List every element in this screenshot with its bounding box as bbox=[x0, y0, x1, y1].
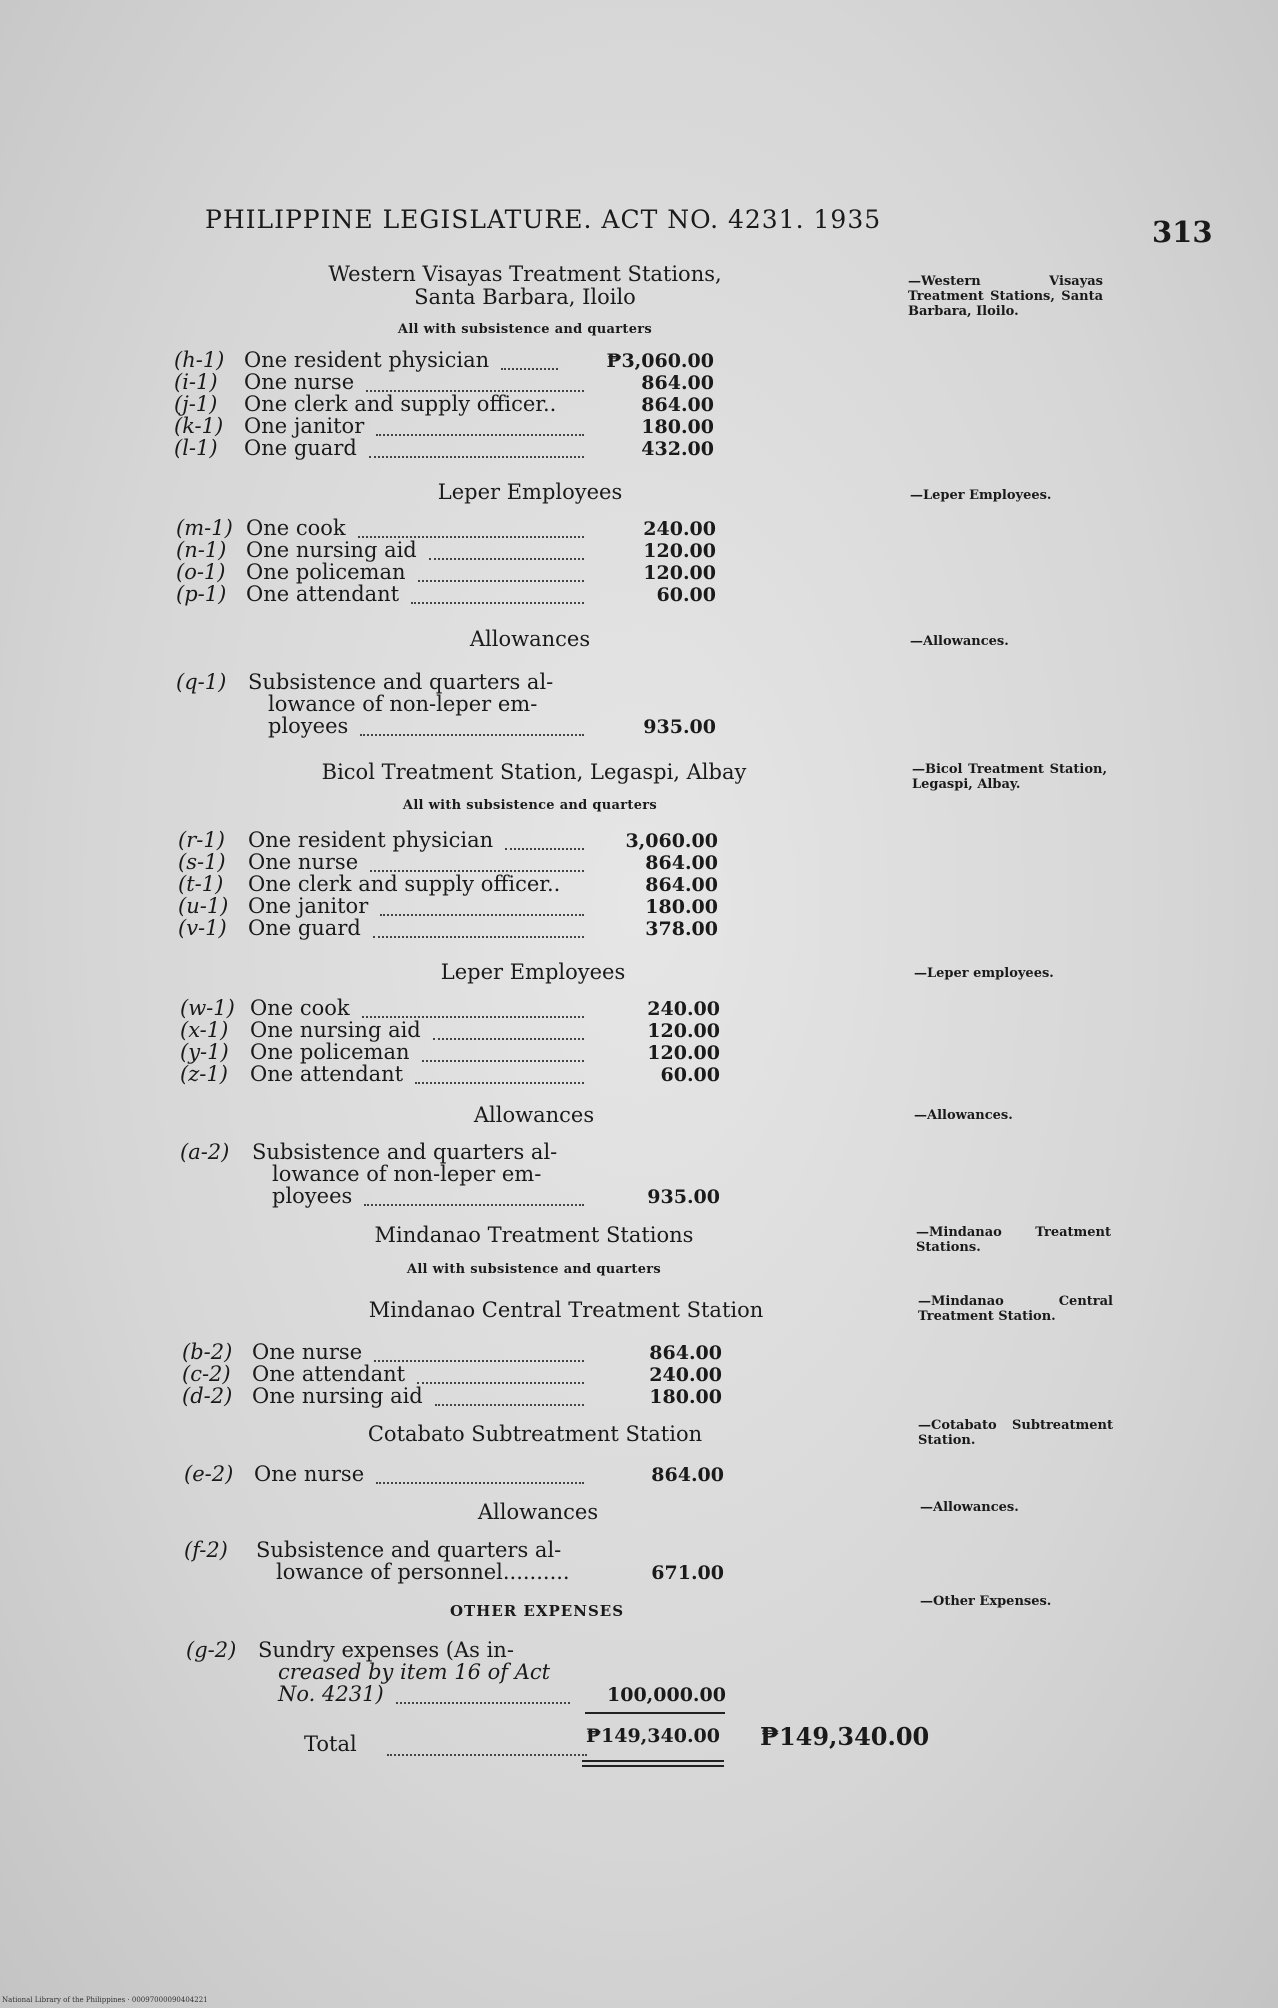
item-code: (n-1) bbox=[176, 538, 227, 562]
margin-note: —Leper Employees. bbox=[910, 488, 1052, 503]
item-code: (b-2) bbox=[182, 1340, 233, 1364]
item-code: (d-2) bbox=[182, 1384, 233, 1408]
item-amount: 935.00 bbox=[643, 716, 716, 738]
item-amount: 864.00 bbox=[641, 372, 714, 394]
item-amount: 60.00 bbox=[660, 1064, 720, 1086]
item-code: (a-2) bbox=[180, 1140, 230, 1164]
item-description: One cook bbox=[250, 996, 350, 1020]
item-description: One guard bbox=[244, 436, 357, 460]
item-code: (y-1) bbox=[180, 1040, 229, 1064]
item-description: One policeman bbox=[250, 1040, 410, 1064]
item-description: One nursing aid bbox=[250, 1018, 421, 1042]
margin-note: —Leper employees. bbox=[914, 966, 1054, 981]
item-description: One nurse bbox=[254, 1462, 365, 1486]
item-code: (r-1) bbox=[178, 828, 225, 852]
item-description: One janitor bbox=[248, 894, 369, 918]
margin-note: —Cotabato Subtreatment Station. bbox=[918, 1418, 1113, 1448]
section-subnote: All with subsistence and quarters bbox=[406, 1262, 662, 1277]
section-heading: Allowances bbox=[469, 627, 591, 651]
item-description: One nurse bbox=[244, 370, 355, 394]
item-description: One attendant bbox=[252, 1362, 406, 1386]
item-amount: 3,060.00 bbox=[625, 830, 718, 852]
item-code: (x-1) bbox=[180, 1018, 229, 1042]
item-amount: 378.00 bbox=[645, 918, 718, 940]
item-amount: 864.00 bbox=[641, 394, 714, 416]
leader-dots bbox=[417, 1382, 584, 1384]
item-code: (u-1) bbox=[178, 894, 229, 918]
section-heading: Leper Employees bbox=[437, 480, 623, 504]
margin-note: —Allowances. bbox=[910, 634, 1009, 649]
section-heading: Allowances bbox=[473, 1103, 595, 1127]
margin-note: —Allowances. bbox=[920, 1500, 1019, 1515]
item-amount: 60.00 bbox=[656, 584, 716, 606]
item-description: One attendant bbox=[250, 1062, 404, 1086]
item-amount: 120.00 bbox=[647, 1020, 720, 1042]
leader-dots bbox=[364, 1204, 584, 1206]
item-description-line: Sundry expenses (As in- bbox=[258, 1638, 514, 1662]
item-amount: 100,000.00 bbox=[607, 1684, 726, 1706]
item-description: One nurse bbox=[248, 850, 359, 874]
item-amount: 240.00 bbox=[649, 1364, 722, 1386]
item-code: (c-2) bbox=[182, 1362, 231, 1386]
item-code: (q-1) bbox=[176, 670, 227, 694]
leader-dots bbox=[429, 558, 584, 560]
item-code: (z-1) bbox=[180, 1062, 228, 1086]
item-description: One guard bbox=[248, 916, 361, 940]
item-amount: 240.00 bbox=[643, 518, 716, 540]
item-description-line: ployees bbox=[272, 1184, 353, 1208]
item-code: (g-2) bbox=[186, 1638, 237, 1662]
double-rule bbox=[582, 1760, 724, 1767]
margin-note: —Mindanao Treatment Stations. bbox=[916, 1225, 1111, 1255]
section-subnote: All with subsistence and quarters bbox=[397, 322, 653, 337]
item-description-line: lowance of personnel.......... bbox=[276, 1560, 570, 1584]
leader-dots bbox=[411, 602, 584, 604]
item-description-line: Subsistence and quarters al- bbox=[248, 670, 554, 694]
item-code: (w-1) bbox=[180, 996, 235, 1020]
item-description: One attendant bbox=[246, 582, 400, 606]
leader-dots bbox=[422, 1060, 584, 1062]
section-heading: Allowances bbox=[477, 1500, 599, 1524]
section-heading: OTHER EXPENSES bbox=[449, 1602, 625, 1620]
item-description: One nursing aid bbox=[252, 1384, 423, 1408]
item-amount: 432.00 bbox=[641, 438, 714, 460]
item-amount: ₱3,060.00 bbox=[606, 350, 714, 372]
item-amount: 180.00 bbox=[649, 1386, 722, 1408]
item-amount: 180.00 bbox=[641, 416, 714, 438]
section-heading: Mindanao Treatment Stations bbox=[374, 1223, 694, 1247]
leader-dots bbox=[501, 368, 558, 370]
item-amount: 935.00 bbox=[647, 1186, 720, 1208]
item-description: One clerk and supply officer.. bbox=[248, 872, 561, 896]
item-amount: 671.00 bbox=[651, 1562, 724, 1584]
item-description-line: ployees bbox=[268, 714, 349, 738]
item-description: One resident physician bbox=[248, 828, 494, 852]
item-code: (p-1) bbox=[176, 582, 227, 606]
item-description: One janitor bbox=[244, 414, 365, 438]
total-subtotal: ₱149,340.00 bbox=[586, 1725, 720, 1747]
item-description-line: creased by item 16 of Act bbox=[278, 1660, 551, 1684]
running-head: PHILIPPINE LEGISLATURE. ACT NO. 4231. 1935 bbox=[205, 205, 882, 234]
item-code: (o-1) bbox=[176, 560, 226, 584]
leader-dots bbox=[374, 1360, 584, 1362]
item-amount: 864.00 bbox=[645, 852, 718, 874]
section-heading: Mindanao Central Treatment Station bbox=[368, 1298, 764, 1322]
leader-dots bbox=[435, 1404, 584, 1406]
leader-dots bbox=[387, 1754, 587, 1756]
item-description-line: Subsistence and quarters al- bbox=[252, 1140, 558, 1164]
margin-note: —Allowances. bbox=[914, 1108, 1013, 1123]
item-code: (k-1) bbox=[174, 414, 224, 438]
item-description: One nursing aid bbox=[246, 538, 417, 562]
leader-dots bbox=[376, 1482, 584, 1484]
item-description: One resident physician bbox=[244, 348, 490, 372]
item-code: (s-1) bbox=[178, 850, 226, 874]
section-heading: Santa Barbara, Iloilo bbox=[414, 285, 636, 309]
item-code: (j-1) bbox=[174, 392, 218, 416]
leader-dots bbox=[505, 848, 584, 850]
item-code: (e-2) bbox=[184, 1462, 234, 1486]
item-code: (v-1) bbox=[178, 916, 227, 940]
item-amount: 120.00 bbox=[643, 540, 716, 562]
item-code: (t-1) bbox=[178, 872, 224, 896]
item-code: (m-1) bbox=[176, 516, 233, 540]
item-amount: 120.00 bbox=[643, 562, 716, 584]
item-amount: 864.00 bbox=[645, 874, 718, 896]
item-amount: 180.00 bbox=[645, 896, 718, 918]
leader-dots bbox=[373, 936, 584, 938]
leader-dots bbox=[433, 1038, 584, 1040]
section-heading: Western Visayas Treatment Stations, bbox=[328, 262, 722, 286]
item-amount: 240.00 bbox=[647, 998, 720, 1020]
margin-note: —Bicol Treatment Station, Legaspi, Albay. bbox=[912, 762, 1107, 792]
item-description: One policeman bbox=[246, 560, 406, 584]
item-description-line: No. 4231) bbox=[278, 1682, 384, 1706]
leader-dots bbox=[396, 1702, 570, 1704]
margin-note: —Western Visayas Treatment Stations, Santa Barbara, Iloilo. bbox=[908, 274, 1103, 319]
item-code: (h-1) bbox=[174, 348, 225, 372]
margin-note: —Other Expenses. bbox=[920, 1594, 1052, 1609]
section-heading: Bicol Treatment Station, Legaspi, Albay bbox=[321, 760, 747, 784]
item-description: One nurse bbox=[252, 1340, 363, 1364]
item-amount: 864.00 bbox=[649, 1342, 722, 1364]
leader-dots bbox=[418, 580, 584, 582]
section-heading: Leper Employees bbox=[440, 960, 626, 984]
leader-dots bbox=[369, 456, 584, 458]
item-description: One clerk and supply officer.. bbox=[244, 392, 557, 416]
section-heading: Cotabato Subtreatment Station bbox=[367, 1422, 703, 1446]
total-grand: ₱149,340.00 bbox=[760, 1722, 930, 1751]
item-code: (l-1) bbox=[174, 436, 218, 460]
item-code: (f-2) bbox=[184, 1538, 228, 1562]
leader-dots bbox=[380, 914, 584, 916]
item-amount: 864.00 bbox=[651, 1464, 724, 1486]
item-description-line: Subsistence and quarters al- bbox=[256, 1538, 562, 1562]
total-label: Total bbox=[304, 1732, 357, 1756]
leader-dots bbox=[360, 734, 584, 736]
item-description-line: lowance of non-leper em- bbox=[272, 1162, 542, 1186]
item-description: One cook bbox=[246, 516, 346, 540]
archive-footer: National Library of the Philippines · 00097000090404221 bbox=[2, 1996, 208, 2004]
leader-dots bbox=[376, 434, 584, 436]
page-number: 313 bbox=[1152, 215, 1213, 249]
item-code: (i-1) bbox=[174, 370, 218, 394]
leader-dots bbox=[415, 1082, 584, 1084]
item-description-line: lowance of non-leper em- bbox=[268, 692, 538, 716]
margin-note: —Mindanao Central Treatment Station. bbox=[918, 1294, 1113, 1324]
sum-rule bbox=[585, 1712, 725, 1714]
item-amount: 120.00 bbox=[647, 1042, 720, 1064]
section-subnote: All with subsistence and quarters bbox=[402, 798, 658, 813]
